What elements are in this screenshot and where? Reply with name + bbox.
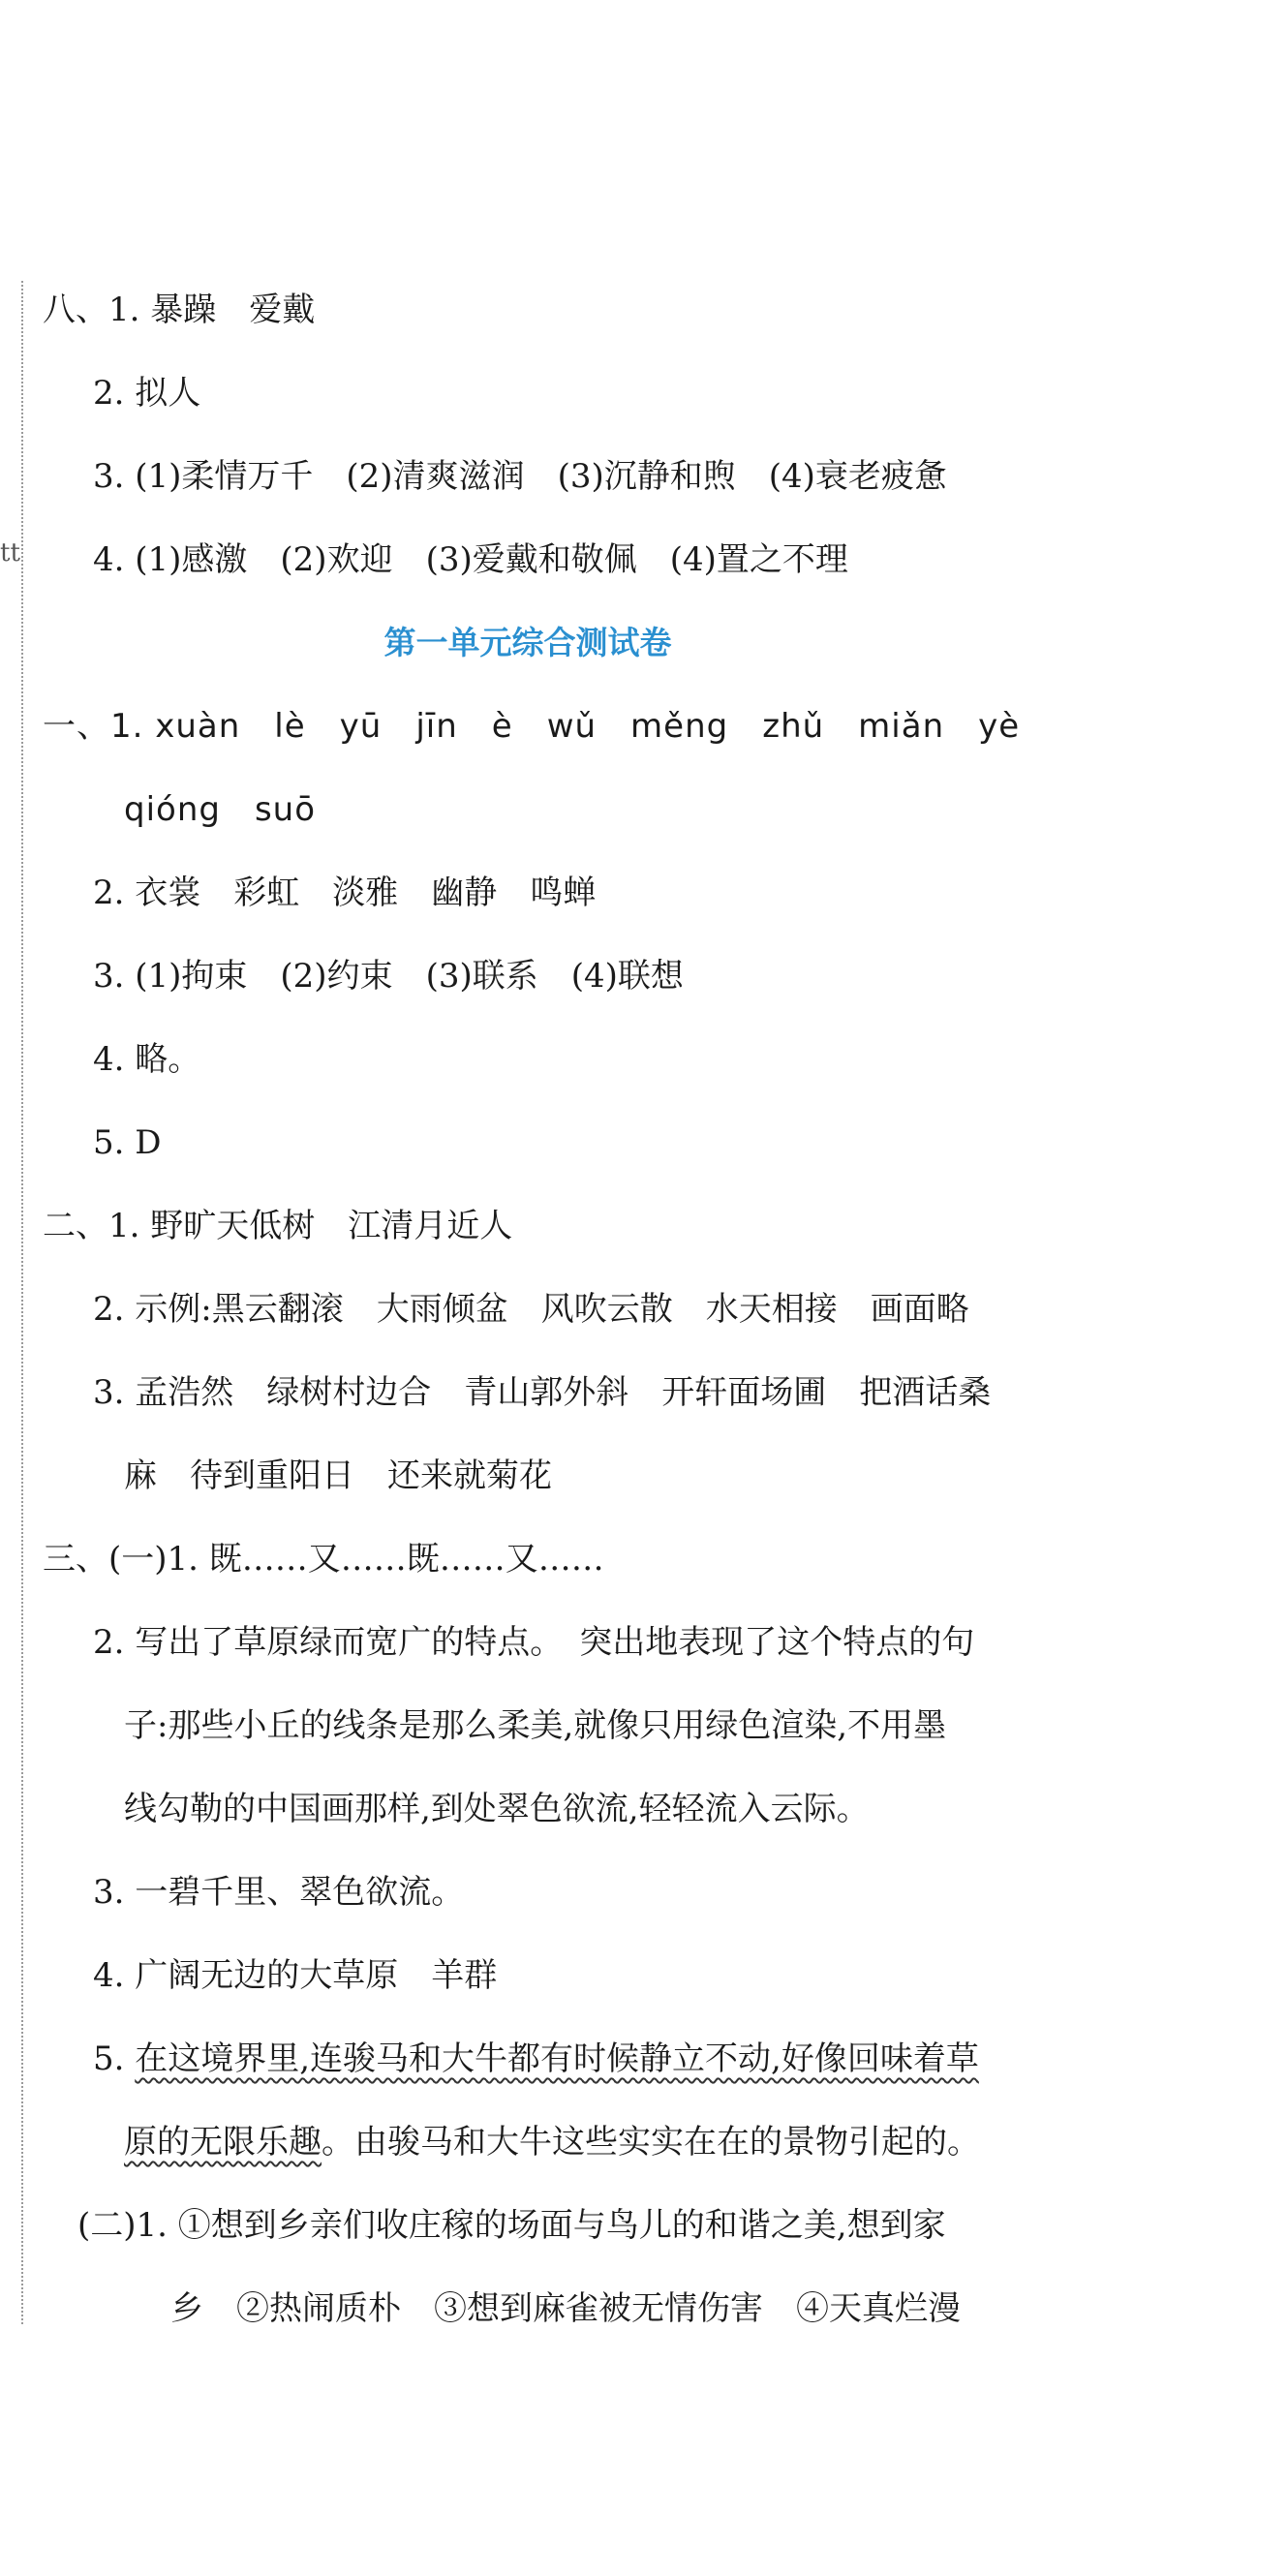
answer-line [93,2038,979,2080]
answer-line: 麻 待到重阳日 还来就菊花 [124,1457,552,1495]
answer-line: 5. D [93,1123,162,1162]
answer-line: 2. 拟人 [93,374,201,413]
answer-line: 4. (1)感激 (2)欢迎 (3)爱戴和敬佩 (4)置之不理 [93,540,848,579]
answer-line: 3. 孟浩然 绿树村边合 青山郭外斜 开轩面场圃 把酒话桑 [93,1373,992,1412]
section-title: 第一单元综合测试卷 [383,624,672,661]
answer-line: 2. 写出了草原绿而宽广的特点。 突出地表现了这个特点的句 [93,1623,975,1662]
answer-line: 2. 衣裳 彩虹 淡雅 幽静 鸣蝉 [93,874,597,912]
answer-line: 3. (1)柔情万千 (2)清爽滋润 (3)沉静和煦 (4)衰老疲惫 [93,457,947,496]
margin-mark: tt [0,538,20,567]
answer-line: 2. 示例:黑云翻滚 大雨倾盆 风吹云散 水天相接 画面略 [93,1290,969,1329]
answer-line: 子:那些小丘的线条是那么柔美,就像只用绿色渲染,不用墨 [124,1706,947,1745]
answer-line: 二、1. 野旷天低树 江清月近人 [43,1207,513,1245]
answer-line: 一、1. xuàn lè yū jīn è wǔ měng zhǔ miǎn yè [43,707,1021,746]
item-number: 5. [93,2039,136,2078]
binding-dotted-line [21,281,23,2324]
answer-line: 3. (1)拘束 (2)约束 (3)联系 (4)联想 [93,957,684,996]
answer-line: 八、1. 暴躁 爱戴 [43,291,316,329]
wavy-underlined-text: 原的无限乐趣 [124,2123,322,2162]
answer-line: 4. 略。 [93,1040,201,1079]
answer-text: 。由骏马和大牛这些实实在在的景物引起的。 [322,2123,980,2162]
answer-line [124,2121,980,2163]
answer-line: 3. 一碧千里、翠色欲流。 [93,1873,465,1912]
answer-line: 4. 广阔无边的大草原 羊群 [93,1956,498,1995]
answer-line: 乡 ②热闹质朴 ③想到麻雀被无情伤害 ④天真烂漫 [170,2289,961,2328]
answer-line: 三、(一)1. 既……又……既……又…… [43,1540,604,1579]
answer-line: 线勾勒的中国画那样,到处翠色欲流,轻轻流入云际。 [124,1790,870,1828]
answer-line: qióng suō [124,790,317,829]
wavy-underlined-text: 在这境界里,连骏马和大牛都有时候静立不动,好像回味着草 [135,2039,979,2078]
answer-line: (二)1. ①想到乡亲们收庄稼的场面与鸟儿的和谐之美,想到家 [77,2206,946,2245]
